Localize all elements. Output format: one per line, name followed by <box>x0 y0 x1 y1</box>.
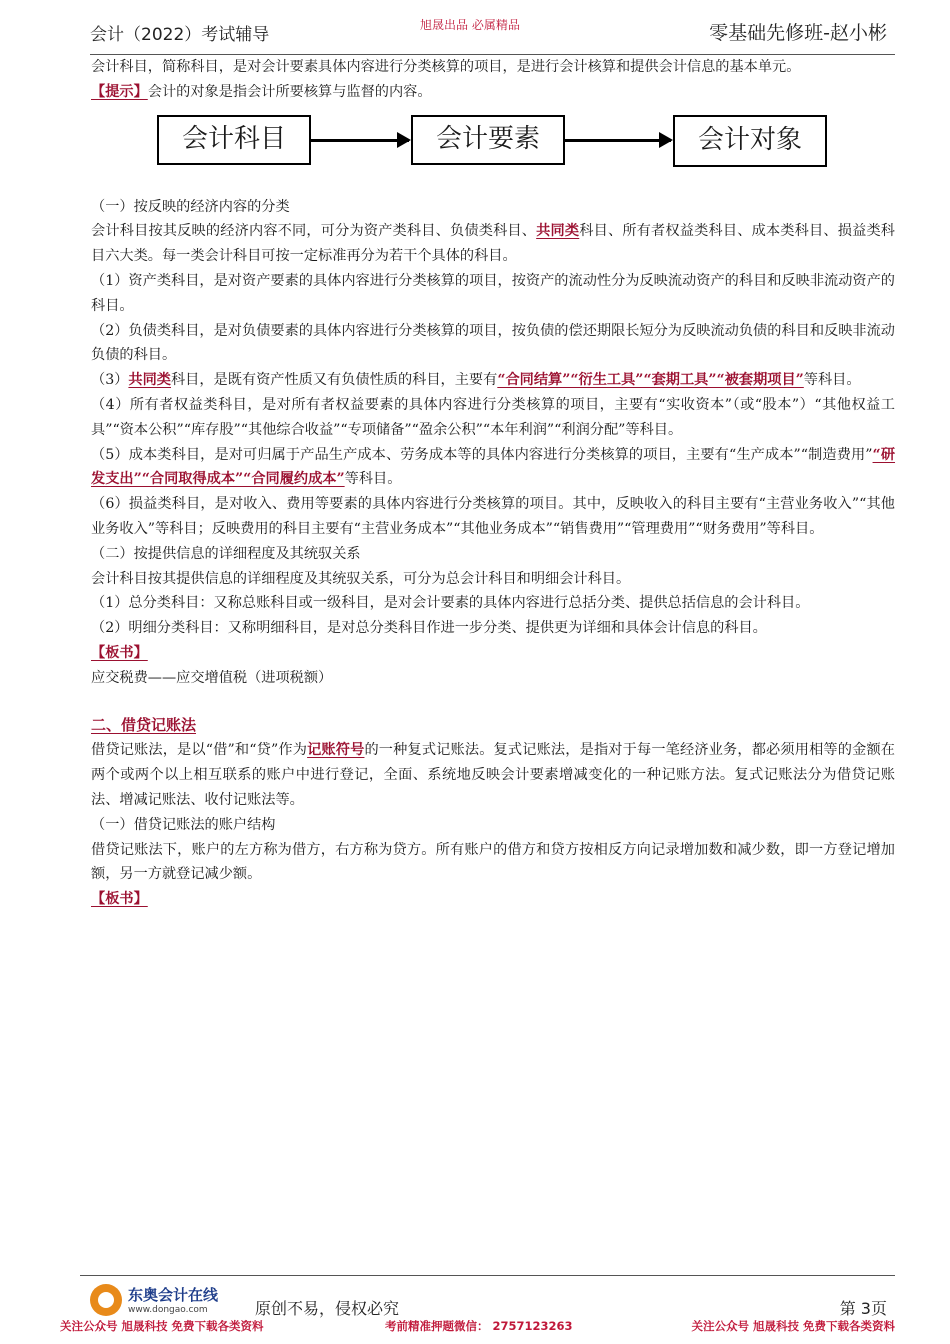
section-1-heading: （一）按反映的经济内容的分类 <box>91 198 290 215</box>
board-label-text: 【板书】 <box>91 891 148 908</box>
header-course-title: 会计（2022）考试辅导 <box>90 25 270 45</box>
board-text: 应交税费——应交增值税（进项税额） <box>91 669 333 686</box>
tip-paragraph <box>91 80 895 105</box>
text-run: （5）成本类科目，是对可归属于产品生产成本、劳务成本等的具体内容进行分类核算的项目，主要有“生产成本”“制造费用” <box>91 446 873 463</box>
flow-arrow-2 <box>565 139 671 142</box>
document-body <box>91 55 895 912</box>
intro-paragraph: 会计科目，简称科目，是对会计要素具体内容进行分类核算的项目，是进行会计核算和提供会计信息的基本单元。 <box>91 59 801 75</box>
flow-arrow-1 <box>311 139 409 142</box>
section-2-heading: （二）按提供信息的详细程度及其统驭关系 <box>91 545 361 562</box>
highlight-common-class: 共同类 <box>536 223 580 240</box>
board-label-2 <box>91 887 895 912</box>
tip-text: 会计的对象是指会计所要核算与监督的内容。 <box>147 83 432 100</box>
text-run: 等科目。 <box>344 471 402 488</box>
logo-text: 东奥会计在线 <box>128 1286 219 1304</box>
logo-icon <box>90 1284 122 1316</box>
section-1-item-3 <box>91 368 895 393</box>
section-2-item-1: （1）总分类科目：又称总账科目或一级科目，是对会计要素的具体内容进行总括分类、提供总括信息的会计科目。 <box>91 595 810 612</box>
highlight-common-class: 共同类 <box>128 372 171 389</box>
promo-bar <box>0 1316 950 1338</box>
page-number: 第 3页 <box>839 1299 887 1318</box>
promo-middle: 考前精准押题微信： 2757123263 <box>385 1319 573 1333</box>
text-run: 科目、所有者权益类科目、成本类科目、损益类科目六大类。每一类会计科目可按一定标准再分为若干个具体的科目。 <box>91 223 895 265</box>
section-3-paragraph-2: 借贷记账法下，账户的左方称为借方，右方称为贷方。所有账户的借方和贷方按相反方向记录增加数和减少数，即一方登记增加额，另一方就登记减少额。 <box>91 841 895 883</box>
footer-copyright: 原创不易，侵权必究 <box>255 1299 400 1318</box>
highlight-cost-accounts: “研发支出”“合同取得成本”“合同履约成本” <box>91 446 896 488</box>
flow-diagram <box>91 111 895 189</box>
section-1-item-5 <box>91 443 895 493</box>
page-header <box>90 14 895 55</box>
text-run: 科目，是既有资产性质又有负债性质的科目，主要有 <box>170 372 498 389</box>
flow-box-elements: 会计要素 <box>411 115 565 165</box>
page-footer <box>80 1275 895 1321</box>
highlight-accounts: “合同结算”“衍生工具”“套期工具”“被套期项目” <box>497 372 804 389</box>
section-1-item-2: （2）负债类科目，是对负债要素的具体内容进行分类核算的项目，按负债的偿还期限长短分为反映流动负债的科目和反映非流动负债的科目。 <box>91 322 895 364</box>
board-label-text: 【板书】 <box>91 644 148 661</box>
tip-label: 【提示】 <box>91 83 148 100</box>
text-run: （3） <box>91 372 129 389</box>
logo-url: www.dongao.com <box>128 1305 208 1315</box>
text-run: 等科目。 <box>803 372 861 389</box>
highlight-symbol: 记账符号 <box>307 742 365 759</box>
section-3-subheading: （一）借贷记账法的账户结构 <box>91 816 276 833</box>
text-run: 会计科目按其反映的经济内容不同，可分为资产类科目、负债类科目、 <box>91 223 537 240</box>
flow-box-accounts: 会计科目 <box>157 115 311 165</box>
section-3-heading <box>91 713 895 739</box>
header-class-name: 零基础先修班-赵小彬 <box>709 22 887 44</box>
section-2-item-2: （2）明细分类科目：又称明细科目，是对总分类科目作进一步分类、提供更为详细和具体会计信息的科目。 <box>91 620 767 637</box>
section-3-paragraph <box>91 738 895 812</box>
section-1-item-4: （4）所有者权益类科目，是对所有者权益要素的具体内容进行分类核算的项目，主要有“实收资本”（或“股本”）“其他权益工具”“资本公积”“库存股”“其他综合收益”“专项储备”“盈余公积”“本年利润”“利润分配”等科目。 <box>91 396 895 438</box>
promo-right: 关注公众号 旭晟科技 免费下载各类资料 <box>691 1319 895 1333</box>
section-1-item-6: （6）损益类科目，是对收入、费用等要素的具体内容进行分类核算的项目。其中，反映收入的科目主要有“主营业务收入”“其他业务收入”等科目；反映费用的科目主要有“主营业务成本”“其他业务成本”“销售费用”“管理费用”“财务费用”等科目。 <box>91 496 895 537</box>
section-3-title: 二、借贷记账法 <box>91 715 197 734</box>
section-1-item-1: （1）资产类科目，是对资产要素的具体内容进行分类核算的项目，按资产的流动性分为反映流动资产的科目和反映非流动资产的科目。 <box>91 272 895 314</box>
flow-box-object: 会计对象 <box>673 115 827 167</box>
text-run: 借贷记账法，是以“借”和“贷”作为 <box>91 742 308 759</box>
promo-left: 关注公众号 旭晟科技 免费下载各类资料 <box>60 1319 264 1333</box>
text-run: 的一种复式记账法。复式记账法，是指对于每一笔经济业务，都必须用相等的金额在两个或两个以上相互联系的账户中进行登记，全面、系统地反映会计要素增减变化的一种记账方法。复式记账法分为借贷记账法、增减记账法、收付记账法等。 <box>91 742 895 808</box>
header-slogan: 旭晟出品 必属精品 <box>420 18 520 32</box>
section-1-paragraph <box>91 219 895 269</box>
spacer <box>91 691 895 713</box>
board-label <box>91 641 895 666</box>
section-2-paragraph: 会计科目按其提供信息的详细程度及其统驭关系，可分为总会计科目和明细会计科目。 <box>91 570 631 587</box>
